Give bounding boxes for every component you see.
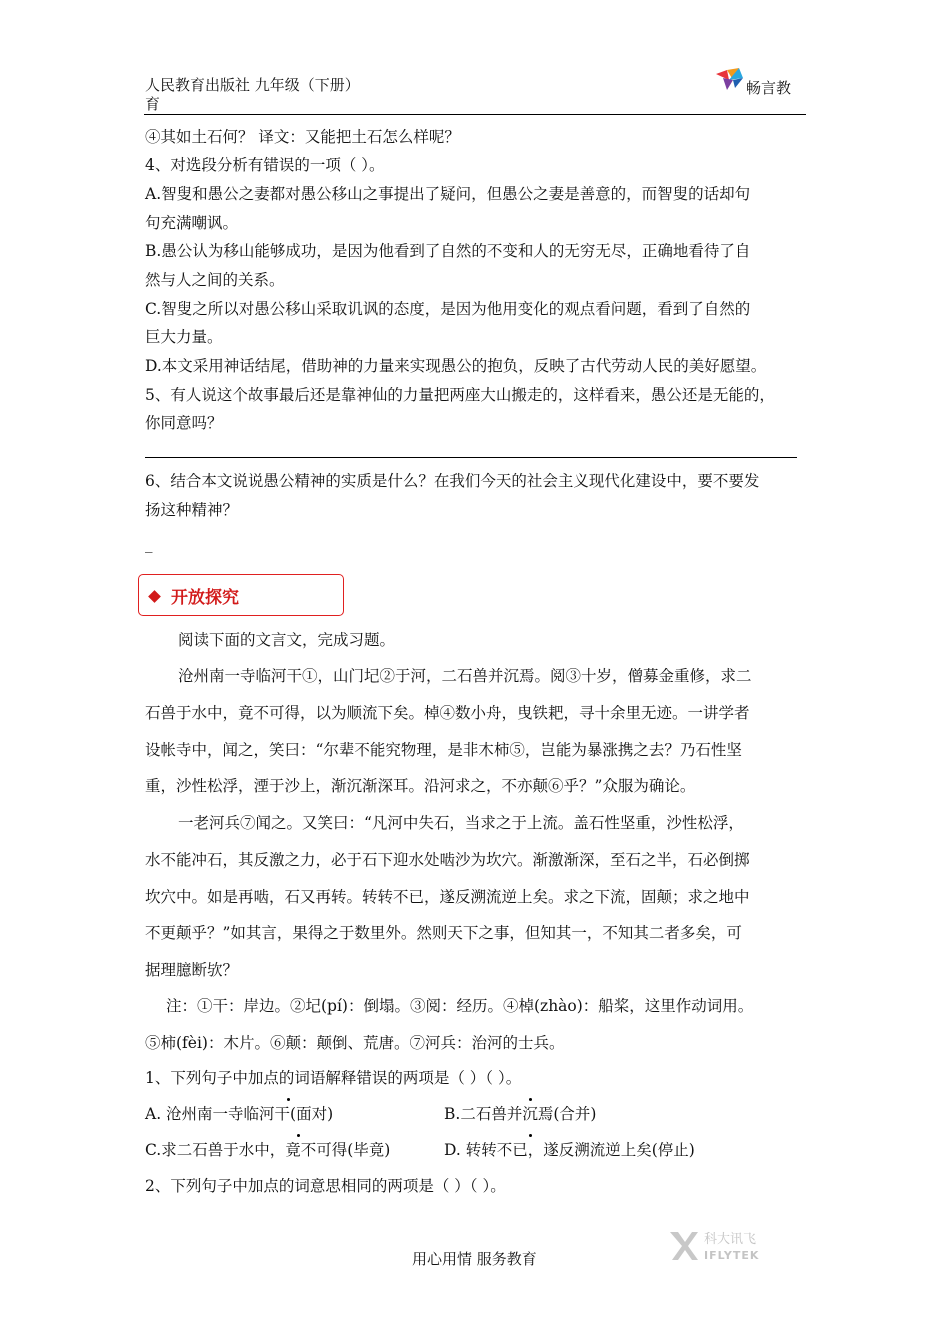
- notes-line-1: 注：①干：岸边。②圮(pí)：倒塌。③阅：经历。④棹(zhào)：船桨，这里作动词用。: [166, 997, 754, 1015]
- emphasis-dot: [297, 1134, 300, 1137]
- notes-line-2: ⑤柿(fèi)：木片。⑥颠：颠倒、荒唐。⑦河兵：治河的士兵。: [145, 1034, 565, 1052]
- passage-line-6: 水不能冲石，其反激之力，必于石下迎水处啮沙为坎穴。渐激渐深，至石之半，石必倒掷: [145, 851, 750, 869]
- option-a-line2: 句充满嘲讽。: [145, 214, 239, 232]
- passage-line-9: 据理臆断欤？: [145, 961, 239, 979]
- section-title: [150, 583, 239, 608]
- option-b-line2: 然与人之间的关系。: [145, 271, 285, 289]
- emphasis-dot: [529, 1134, 532, 1137]
- instruction: 阅读下面的文言文，完成习题。: [178, 631, 396, 649]
- passage-line-2: 石兽于水中，竟不可得，以为顺流下矣。棹④数小舟，曳铁耙，寻十余里无迹。一讲学者: [145, 704, 750, 722]
- emphasis-dot: [287, 1098, 290, 1101]
- question-1-option-c: C.求二石兽于水中，竟不可得(毕竟): [145, 1141, 391, 1159]
- passage-line-3: 设帐寺中，闻之，笑曰：“尔辈不能究物理，是非木柿⑤，岂能为暴涨携之去？乃石性坚: [145, 741, 742, 759]
- header-divider: [144, 114, 806, 115]
- question-6-line2: 扬这种精神？: [145, 501, 239, 519]
- passage-line-7: 坎穴中。如是再啮，石又再转。转转不已，遂反溯流逆上矣。求之下流，固颠；求之地中: [145, 888, 750, 906]
- question-2: 2、下列句子中加点的词意思相同的两项是（ ）（ ）。: [145, 1177, 506, 1195]
- diamond-bullet-icon: [148, 590, 161, 603]
- answer-line: [145, 457, 797, 458]
- footer-slogan: 用心用情 服务教育: [412, 1250, 537, 1268]
- passage-line-4: 重，沙性松浮，湮于沙上，渐沉渐深耳。沿河求之，不亦颠⑥乎？”众服为确论。: [145, 777, 696, 795]
- header-publisher: [145, 76, 360, 114]
- question-5-line2: 你同意吗？: [145, 414, 223, 432]
- watermark-en: IFLYTEK: [704, 1249, 760, 1262]
- passage-line-1: 沧州南一寺临河干①，山门圮②于河，二石兽并沉焉。阅③十岁，僧募金重修，求二: [178, 667, 752, 685]
- question-4: 4、对选段分析有错误的一项（ ）。: [145, 156, 385, 174]
- option-c-line2: 巨大力量。: [145, 328, 223, 346]
- text-line-1: ④其如土石何？ 译文：又能把土石怎么样呢？: [145, 128, 460, 146]
- question-1: 1、下列句子中加点的词语解释错误的两项是（ ）（ ）。: [145, 1069, 522, 1087]
- passage-line-8: 不更颠乎？”如其言，果得之于数里外。然则天下之事，但知其一，不知其二者多矣，可: [145, 924, 742, 942]
- question-1-option-b: B.二石兽并沉焉(合并): [444, 1105, 597, 1123]
- watermark-cn: 科大讯飞: [704, 1232, 757, 1247]
- option-c-line1: C.智叟之所以对愚公移山采取讥讽的态度，是因为他用变化的观点看问题，看到了自然的: [145, 300, 751, 318]
- section-title-text: 开放探究: [171, 588, 239, 608]
- answer-blank: _: [145, 535, 153, 553]
- header-brand: 畅言教: [746, 79, 792, 97]
- question-6-line1: 6、结合本文说说愚公精神的实质是什么？在我们今天的社会主义现代化建设中，要不要发: [145, 472, 760, 490]
- emphasis-dot: [529, 1098, 532, 1101]
- option-d-line: D.本文采用神话结尾，借助神的力量来实现愚公的抱负，反映了古代劳动人民的美好愿望。: [145, 357, 767, 375]
- question-1-option-d: D. 转转不已，遂反溯流逆上矣(停止): [444, 1141, 695, 1159]
- header-publisher-line1: 人民教育出版社 九年级（下册）: [145, 76, 360, 94]
- question-5-line1: 5、有人说这个故事最后还是靠神仙的力量把两座大山搬走的，这样看来，愚公还是无能的，: [145, 386, 775, 404]
- passage-line-5: 一老河兵⑦闻之。又笑曰：“凡河中失石，当求之于上流。盖石性坚重，沙性松浮，: [178, 814, 744, 832]
- iflytek-x-logo-icon: [668, 1226, 778, 1266]
- option-a-line1: A.智叟和愚公之妻都对愚公移山之事提出了疑问，但愚公之妻是善意的，而智叟的话却句: [145, 185, 751, 203]
- option-b-line1: B.愚公认为移山能够成功，是因为他看到了自然的不变和人的无穷无尽，正确地看待了自: [145, 242, 751, 260]
- header-publisher-line2: 育: [145, 95, 161, 113]
- changyan-bird-logo-icon: [713, 66, 749, 94]
- question-1-option-a: A. 沧州南一寺临河干(面对): [145, 1105, 334, 1123]
